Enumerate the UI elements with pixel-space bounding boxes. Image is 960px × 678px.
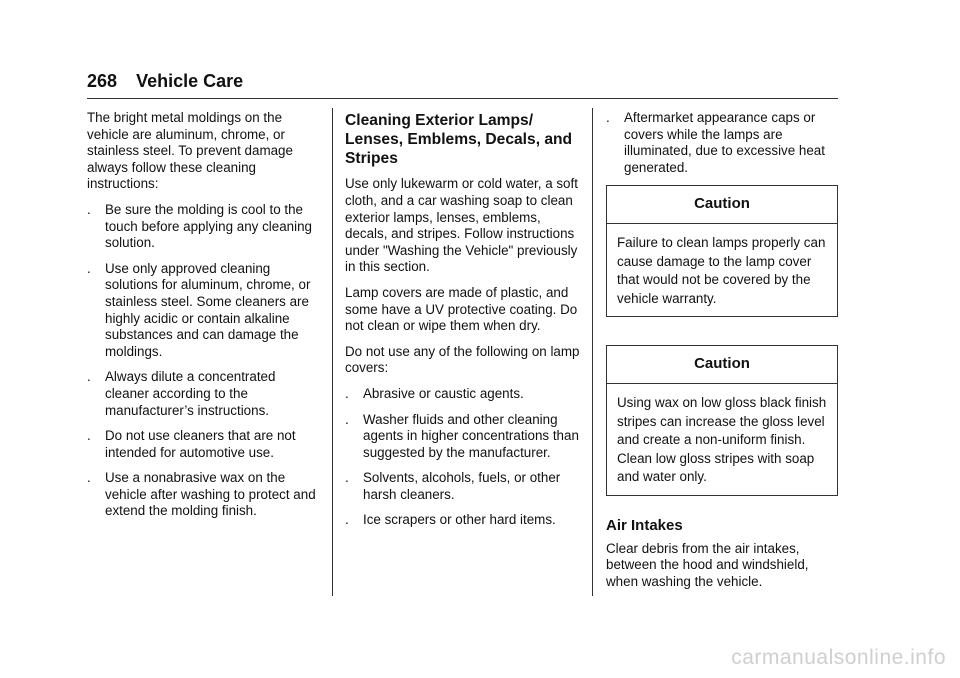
bullet-icon: . [87, 201, 91, 217]
caution-body: Failure to clean lamps properly can cause damage to the lamp cover that would not be covered by the vehicle warranty. [617, 234, 826, 306]
list-item [345, 470, 580, 503]
list-item [87, 428, 319, 461]
list-item-text: Abrasive or caustic agents. [363, 385, 524, 401]
section-title: Vehicle Care [136, 71, 244, 91]
caution-box [606, 345, 838, 496]
list-item-text: Use only approved cleaning solutions for aluminum, chrome, or stainless steel. Some cleaners are highly acidic or contain alkaline substances and can damage the moldings. [105, 260, 311, 359]
list-item-text: Do not use cleaners that are not intended for automotive use. [105, 428, 296, 460]
list-item-text: Use a nonabrasive wax on the vehicle after washing to protect and extend the molding finish. [105, 470, 316, 519]
list-item-text: Washer fluids and other cleaning agents in higher concentrations than suggested by the manufacturer. [363, 411, 579, 460]
list-item [87, 470, 319, 520]
bullet-icon: . [345, 512, 349, 528]
section-heading-lamps: Cleaning Exterior Lamps/ Lenses, Emblems, Decals, and Stripes [345, 112, 573, 167]
bullet-icon: . [345, 470, 349, 486]
list-item [345, 512, 580, 529]
list-item-text: Aftermarket appearance caps or covers while the lamps are illuminated, due to excessive heat generated. [624, 110, 825, 175]
list-item-text: Be sure the molding is cool to the touch before applying any cleaning solution. [105, 201, 312, 251]
column-2 [345, 112, 580, 538]
paragraph: Use only lukewarm or cold water, a soft cloth, and a car washing soap to clean exterior lamps, lenses, emblems, decals, and stripes. Follow instructions under "Washing the Vehicle" previously in this section. [345, 176, 578, 275]
column-divider-2 [592, 108, 593, 596]
caution-title: Caution [607, 186, 837, 224]
caution-body: Using wax on low gloss black finish stripes can increase the gloss level and create a non-uniform finish. Clean low gloss stripes with soap and water only. [617, 394, 827, 485]
list-item-text: Solvents, alcohols, fuels, or other harsh cleaners. [363, 470, 561, 502]
bullet-icon: . [87, 369, 91, 385]
bullet-icon: . [87, 470, 91, 486]
paragraph: Do not use any of the following on lamp covers: [345, 343, 580, 376]
watermark: carmanualsonline.info [731, 646, 946, 669]
caution-title: Caution [607, 346, 837, 384]
section-heading-air-intakes: Air Intakes [606, 516, 683, 534]
intro-paragraph: The bright metal moldings on the vehicle are aluminum, chrome, or stainless steel. To prevent damage always follow these cleaning instructions: [87, 110, 293, 192]
page-header [87, 71, 243, 92]
paragraph: Clear debris from the air intakes, between the hood and windshield, when washing the vehicle. [606, 540, 809, 589]
bullet-icon: . [87, 428, 91, 444]
list-item [87, 202, 319, 252]
page-number: 268 [87, 71, 118, 91]
paragraph: Lamp covers are made of plastic, and some have a UV protective coating. Do not clean or wipe them when dry. [345, 284, 578, 334]
caution-box [606, 185, 838, 317]
column-1 [87, 110, 319, 529]
list-item-text: Ice scrapers or other hard items. [363, 512, 556, 528]
list-item-text: Always dilute a concentrated cleaner according to the manufacturer’s instructions. [105, 369, 276, 418]
bullet-icon: . [345, 385, 349, 401]
list-item [606, 110, 838, 176]
bullet-icon: . [606, 110, 610, 125]
bullet-icon: . [345, 411, 349, 427]
list-item [87, 261, 319, 361]
header-rule [87, 98, 838, 99]
column-divider-1 [332, 108, 333, 596]
list-item [345, 412, 580, 462]
column-3 [606, 110, 838, 599]
list-item [345, 386, 580, 403]
list-item [87, 369, 319, 419]
bullet-icon: . [87, 260, 91, 276]
